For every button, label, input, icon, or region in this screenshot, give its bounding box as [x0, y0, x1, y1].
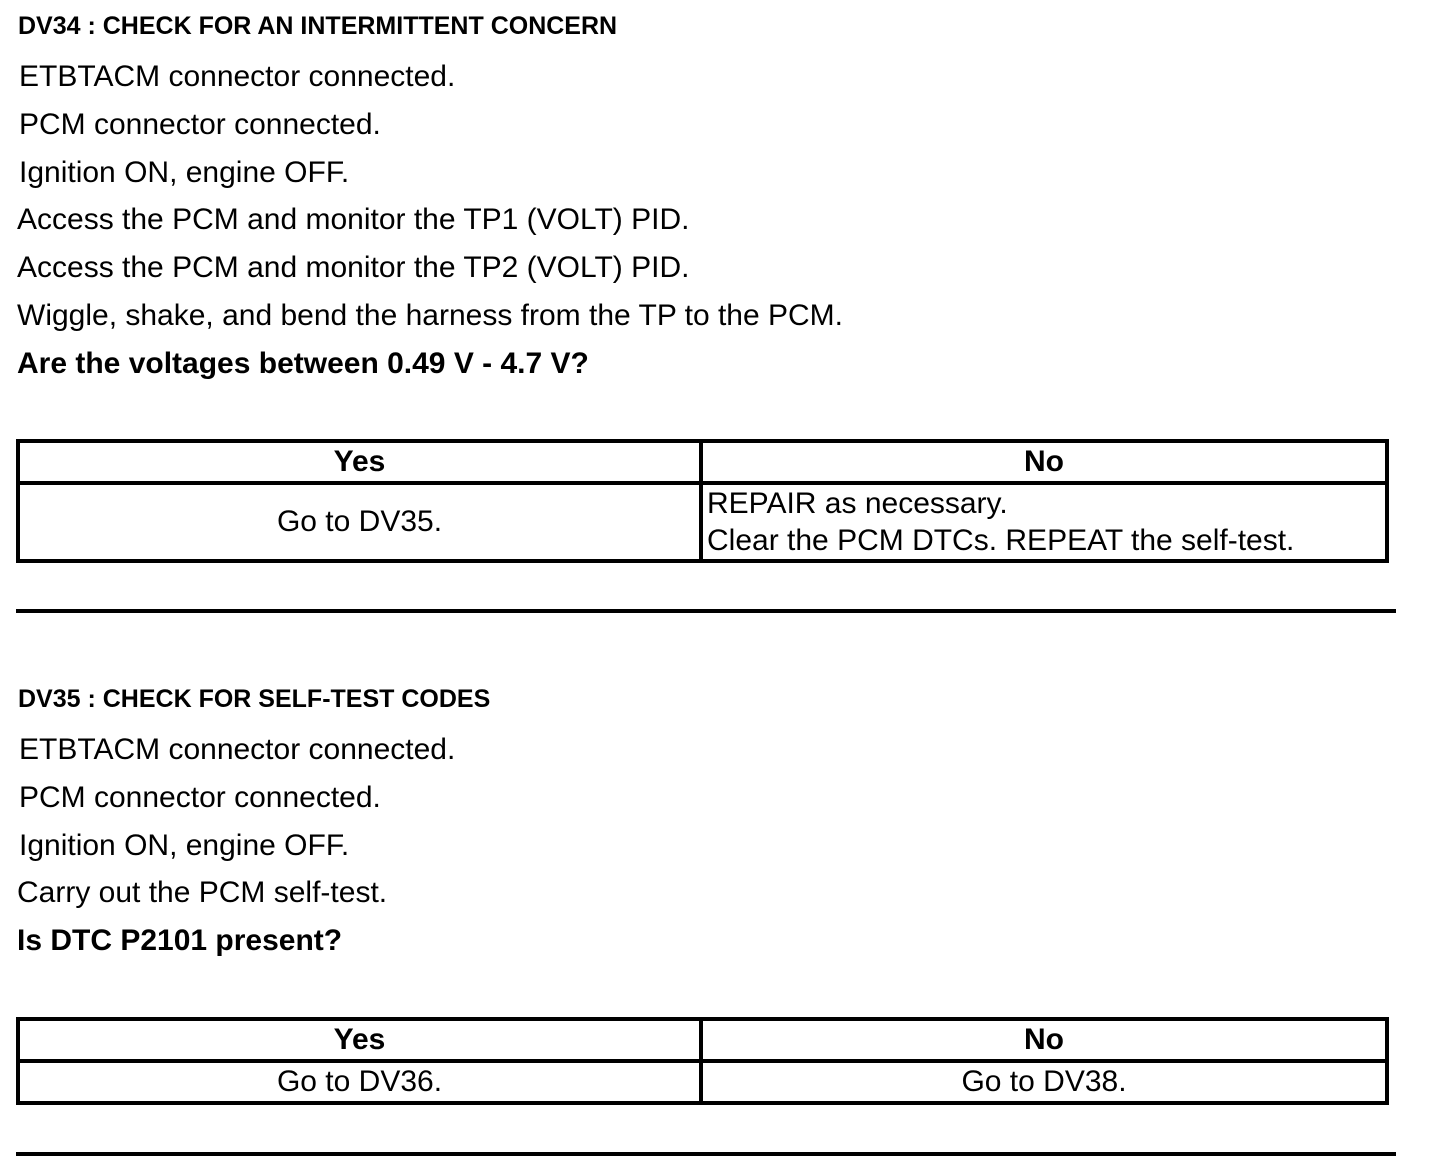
- section-heading: DV34 : CHECK FOR AN INTERMITTENT CONCERN: [18, 12, 618, 40]
- step-text: Wiggle, shake, and bend the harness from the TP to the PCM.: [17, 299, 844, 332]
- no-action: [701, 483, 1387, 561]
- no-header: No: [701, 441, 1387, 483]
- no-action-line: Clear the PCM DTCs. REPEAT the self-test.: [707, 524, 1295, 557]
- result-table: [16, 439, 1389, 563]
- no-action: Go to DV38.: [701, 1061, 1387, 1103]
- table-header-row: [18, 1019, 1387, 1061]
- yes-header: Yes: [18, 1019, 701, 1061]
- no-action-line: REPAIR as necessary.: [707, 487, 1008, 520]
- step-text: Access the PCM and monitor the TP1 (VOLT) PID.: [17, 203, 690, 236]
- step-text: ETBTACM connector connected.: [19, 60, 456, 93]
- yes-action: Go to DV36.: [18, 1061, 701, 1103]
- section-heading: DV35 : CHECK FOR SELF-TEST CODES: [18, 685, 491, 713]
- question-text: Is DTC P2101 present?: [17, 924, 343, 957]
- question-text: Are the voltages between 0.49 V - 4.7 V?: [17, 347, 589, 380]
- step-text: Ignition ON, engine OFF.: [19, 829, 350, 862]
- no-header: No: [701, 1019, 1387, 1061]
- step-text: ETBTACM connector connected.: [19, 733, 456, 766]
- section-divider: [16, 609, 1396, 613]
- yes-header: Yes: [18, 441, 701, 483]
- result-table: [16, 1017, 1389, 1105]
- section-divider: [16, 1152, 1396, 1156]
- table-row: [18, 1061, 1387, 1103]
- table-header-row: [18, 441, 1387, 483]
- step-text: PCM connector connected.: [19, 108, 381, 141]
- table-row: [18, 483, 1387, 561]
- step-text: Ignition ON, engine OFF.: [19, 156, 350, 189]
- step-text: PCM connector connected.: [19, 781, 381, 814]
- step-text: Access the PCM and monitor the TP2 (VOLT) PID.: [17, 251, 690, 284]
- yes-action: Go to DV35.: [18, 483, 701, 561]
- step-text: Carry out the PCM self-test.: [17, 876, 388, 909]
